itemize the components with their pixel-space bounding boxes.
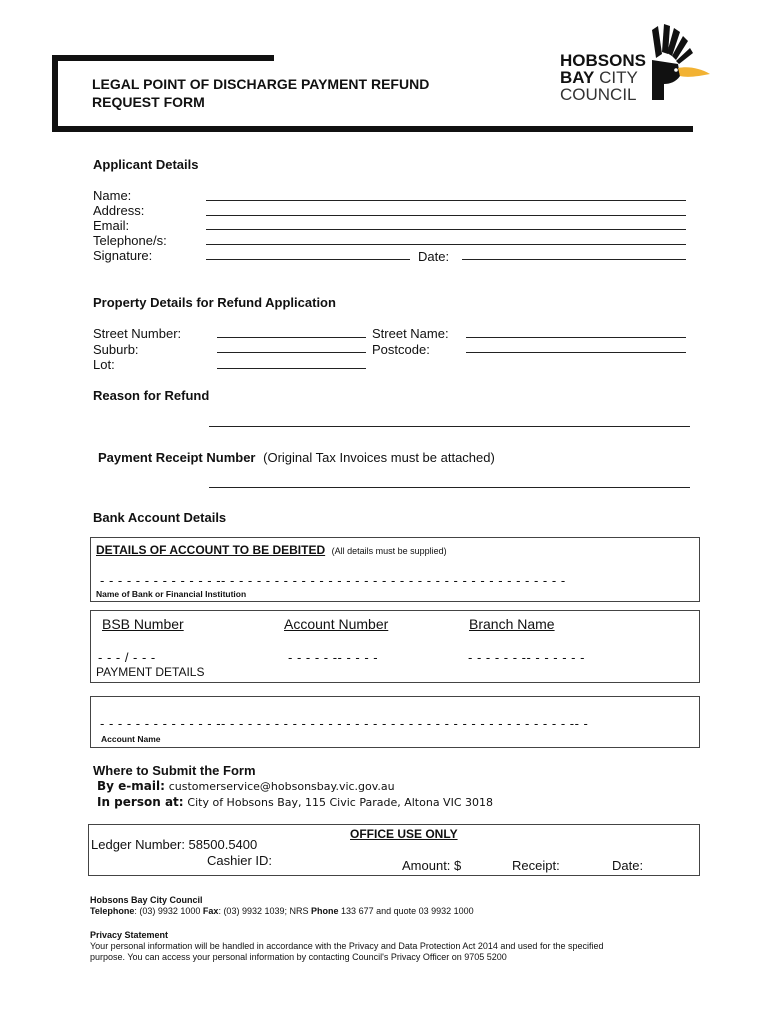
payment-details-label: PAYMENT DETAILS — [96, 665, 205, 679]
footer-tel-label: Telephone — [90, 906, 135, 916]
logo-city: CITY — [599, 68, 638, 87]
receipt-row — [98, 450, 495, 465]
submit-email-label: By e-mail: — [97, 779, 165, 793]
account-numbers-box — [90, 610, 700, 683]
email-label: Email: — [93, 218, 130, 233]
receipt-label: Receipt: — [512, 858, 560, 873]
header-frame-top — [52, 55, 274, 61]
bsb-label: BSB Number — [102, 616, 184, 632]
street-number-label: Street Number: — [93, 326, 182, 341]
street-name-label: Street Name: — [372, 326, 449, 341]
account-number-label: Account Number — [284, 616, 389, 632]
debit-account-box — [90, 537, 700, 602]
office-use-title: OFFICE USE ONLY — [350, 827, 458, 841]
footer-fax-label: Fax — [202, 906, 219, 916]
footer-org: Hobsons Bay City Council — [90, 895, 203, 905]
name-field[interactable] — [206, 200, 686, 201]
privacy-title: Privacy Statement — [90, 930, 169, 940]
pelican-logo-icon — [648, 24, 710, 106]
signature-field[interactable] — [206, 259, 410, 260]
account-name-box — [90, 696, 700, 748]
footer-contact — [90, 906, 474, 916]
footer-phone-label: Phone — [311, 906, 339, 916]
submit-person-row — [97, 795, 493, 809]
bsb-field[interactable]: - - - / - - - — [98, 650, 156, 665]
submit-email-row — [97, 779, 395, 793]
lot-label: Lot: — [93, 357, 115, 372]
telephone-label: Telephone/s: — [93, 233, 167, 248]
debit-title-row — [96, 541, 447, 559]
debit-title: DETAILS OF ACCOUNT TO BE DEBITED — [96, 543, 326, 557]
logo-text — [560, 52, 646, 103]
amount-label: Amount: $ — [402, 858, 462, 873]
logo-bay: BAY — [560, 68, 595, 87]
branch-name-label: Branch Name — [469, 616, 555, 632]
account-number-field[interactable]: - - - - - -- - - - - — [288, 650, 379, 665]
property-heading: Property Details for Refund Application — [93, 295, 336, 310]
signature-label: Signature: — [93, 248, 153, 263]
form-title-line1: LEGAL POINT OF DISCHARGE PAYMENT REFUND — [92, 76, 430, 92]
office-date-label: Date: — [612, 858, 644, 873]
submit-email-value[interactable]: customerservice@hobsonsbay.vic.gov.au — [168, 780, 395, 793]
date-label: Date: — [418, 249, 450, 264]
branch-name-field[interactable]: - - - - - - -- - - - - - - — [468, 650, 585, 665]
telephone-field[interactable] — [206, 244, 686, 245]
submit-person-label: In person at: — [97, 795, 184, 809]
bank-heading: Bank Account Details — [93, 510, 227, 525]
footer-phone-value: 133 677 and quote 03 9932 1000 — [341, 906, 474, 916]
privacy-line1: Your personal information will be handled in accordance with the Privacy and Data Protection Act 2014 and used for the specified — [90, 941, 604, 951]
bank-name-label: Name of Bank or Financial Institution — [96, 589, 247, 599]
suburb-label: Suburb: — [93, 342, 139, 357]
account-name-field[interactable]: - - - - - - - - - - - - - -- - - - - - - - - - - - - - - - - - - - - - - - - - - - - - - - - - - - - - - -- - — [100, 716, 589, 731]
reason-heading: Reason for Refund — [93, 388, 210, 403]
email-field[interactable] — [206, 229, 686, 230]
receipt-note: (Original Tax Invoices must be attached) — [263, 450, 495, 465]
address-field[interactable] — [206, 215, 686, 216]
postcode-field[interactable] — [466, 352, 686, 353]
date-field[interactable] — [462, 259, 686, 260]
receipt-heading: Payment Receipt Number — [98, 450, 256, 465]
lot-field[interactable] — [217, 368, 366, 369]
bank-name-field[interactable]: - - - - - - - - - - - - - -- - - - - - - - - - - - - - - - - - - - - - - - - - - - - - - - - - - - - - - — [100, 573, 566, 588]
privacy-line2: purpose. You can access your personal information by contacting Council's Privacy Officer on 9705 5200 — [90, 952, 507, 962]
postcode-label: Postcode: — [372, 342, 430, 357]
logo-hobsons: HOBSONS — [560, 51, 646, 70]
council-logo — [560, 50, 700, 110]
submit-heading: Where to Submit the Form — [93, 763, 256, 778]
ledger-number: Ledger Number: 58500.5400 — [91, 837, 258, 852]
street-name-field[interactable] — [466, 337, 686, 338]
footer-tel-value: : (03) 9932 1000 — [134, 906, 201, 916]
form-title — [92, 75, 429, 111]
logo-council: COUNCIL — [560, 85, 637, 104]
suburb-field[interactable] — [217, 352, 366, 353]
name-label: Name: — [93, 188, 132, 203]
header-frame-bottom — [52, 126, 693, 132]
header-frame-left — [52, 55, 58, 132]
address-label: Address: — [93, 203, 145, 218]
applicant-heading: Applicant Details — [93, 157, 199, 172]
form-title-line2: REQUEST FORM — [92, 94, 205, 110]
account-name-label: Account Name — [101, 734, 161, 744]
footer-fax-value: : (03) 9932 1039; NRS — [218, 906, 309, 916]
cashier-id-label: Cashier ID: — [207, 853, 273, 868]
receipt-field[interactable] — [209, 487, 690, 488]
street-number-field[interactable] — [217, 337, 366, 338]
submit-person-value: City of Hobsons Bay, 115 Civic Parade, Altona VIC 3018 — [187, 796, 493, 809]
debit-note: (All details must be supplied) — [331, 546, 447, 556]
office-use-box — [88, 824, 700, 876]
reason-field[interactable] — [209, 426, 690, 427]
